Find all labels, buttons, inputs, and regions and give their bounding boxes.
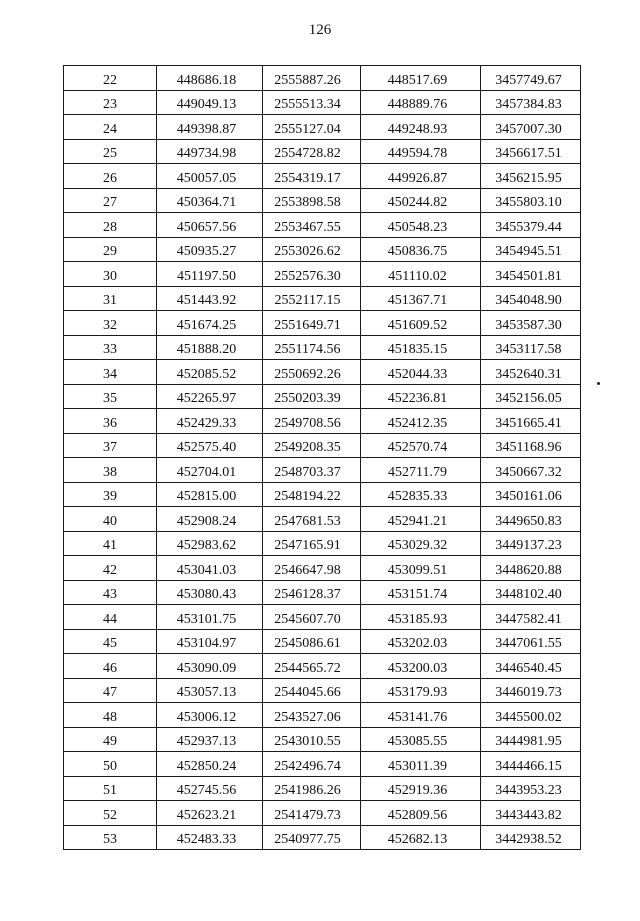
y1-coordinate-cell: 2545607.70 [263, 605, 361, 630]
y2-coordinate-cell: 3453587.30 [481, 311, 581, 336]
x1-coordinate-cell: 453104.97 [157, 629, 263, 654]
table-row [64, 286, 581, 311]
x1-coordinate-cell: 452850.24 [157, 752, 263, 777]
y1-coordinate-cell: 2548194.22 [263, 482, 361, 507]
point-number-cell: 36 [64, 409, 157, 434]
x1-coordinate-cell: 453006.12 [157, 703, 263, 728]
y1-coordinate-cell: 2555887.26 [263, 66, 361, 91]
x2-coordinate-cell: 452570.74 [361, 433, 481, 458]
x1-coordinate-cell: 453041.03 [157, 556, 263, 581]
y2-coordinate-cell: 3443953.23 [481, 776, 581, 801]
y2-coordinate-cell: 3446019.73 [481, 678, 581, 703]
table-row [64, 164, 581, 189]
y2-coordinate-cell: 3451168.96 [481, 433, 581, 458]
y2-coordinate-cell: 3454501.81 [481, 262, 581, 287]
point-number-cell: 26 [64, 164, 157, 189]
y1-coordinate-cell: 2546647.98 [263, 556, 361, 581]
x2-coordinate-cell: 452412.35 [361, 409, 481, 434]
scan-speck [597, 382, 600, 385]
y1-coordinate-cell: 2555513.34 [263, 90, 361, 115]
y2-coordinate-cell: 3444981.95 [481, 727, 581, 752]
page-number: 126 [308, 22, 332, 38]
y2-coordinate-cell: 3450667.32 [481, 458, 581, 483]
x1-coordinate-cell: 449398.87 [157, 115, 263, 140]
table-row [64, 727, 581, 752]
table-row [64, 384, 581, 409]
y2-coordinate-cell: 3455803.10 [481, 188, 581, 213]
y1-coordinate-cell: 2555127.04 [263, 115, 361, 140]
x2-coordinate-cell: 453099.51 [361, 556, 481, 581]
y1-coordinate-cell: 2541986.26 [263, 776, 361, 801]
table-row [64, 580, 581, 605]
x1-coordinate-cell: 450364.71 [157, 188, 263, 213]
coordinates-table-body [64, 66, 581, 850]
point-number-cell: 27 [64, 188, 157, 213]
point-number-cell: 45 [64, 629, 157, 654]
x1-coordinate-cell: 448686.18 [157, 66, 263, 91]
y2-coordinate-cell: 3443443.82 [481, 801, 581, 826]
x1-coordinate-cell: 451443.92 [157, 286, 263, 311]
y1-coordinate-cell: 2553898.58 [263, 188, 361, 213]
y2-coordinate-cell: 3454945.51 [481, 237, 581, 262]
table-row [64, 335, 581, 360]
y1-coordinate-cell: 2550203.39 [263, 384, 361, 409]
y2-coordinate-cell: 3456617.51 [481, 139, 581, 164]
y1-coordinate-cell: 2554728.82 [263, 139, 361, 164]
y2-coordinate-cell: 3449137.23 [481, 531, 581, 556]
point-number-cell: 46 [64, 654, 157, 679]
x2-coordinate-cell: 452236.81 [361, 384, 481, 409]
point-number-cell: 37 [64, 433, 157, 458]
y1-coordinate-cell: 2548703.37 [263, 458, 361, 483]
y2-coordinate-cell: 3454048.90 [481, 286, 581, 311]
y1-coordinate-cell: 2544045.66 [263, 678, 361, 703]
y1-coordinate-cell: 2547165.91 [263, 531, 361, 556]
x2-coordinate-cell: 450548.23 [361, 213, 481, 238]
point-number-cell: 44 [64, 605, 157, 630]
y2-coordinate-cell: 3447582.41 [481, 605, 581, 630]
x2-coordinate-cell: 452044.33 [361, 360, 481, 385]
table-row [64, 360, 581, 385]
point-number-cell: 31 [64, 286, 157, 311]
point-number-cell: 40 [64, 507, 157, 532]
x2-coordinate-cell: 451367.71 [361, 286, 481, 311]
table-row [64, 66, 581, 91]
y2-coordinate-cell: 3449650.83 [481, 507, 581, 532]
x1-coordinate-cell: 452815.00 [157, 482, 263, 507]
table-row [64, 458, 581, 483]
table-row [64, 213, 581, 238]
x1-coordinate-cell: 452483.33 [157, 825, 263, 850]
table-row [64, 482, 581, 507]
x2-coordinate-cell: 452682.13 [361, 825, 481, 850]
y1-coordinate-cell: 2541479.73 [263, 801, 361, 826]
y1-coordinate-cell: 2542496.74 [263, 752, 361, 777]
x2-coordinate-cell: 452941.21 [361, 507, 481, 532]
y1-coordinate-cell: 2553467.55 [263, 213, 361, 238]
y2-coordinate-cell: 3452640.31 [481, 360, 581, 385]
x2-coordinate-cell: 452835.33 [361, 482, 481, 507]
x1-coordinate-cell: 452265.97 [157, 384, 263, 409]
x2-coordinate-cell: 453185.93 [361, 605, 481, 630]
point-number-cell: 42 [64, 556, 157, 581]
x2-coordinate-cell: 452711.79 [361, 458, 481, 483]
x2-coordinate-cell: 448517.69 [361, 66, 481, 91]
point-number-cell: 51 [64, 776, 157, 801]
x1-coordinate-cell: 453090.09 [157, 654, 263, 679]
x2-coordinate-cell: 451110.02 [361, 262, 481, 287]
table-row [64, 507, 581, 532]
point-number-cell: 49 [64, 727, 157, 752]
table-row [64, 654, 581, 679]
y2-coordinate-cell: 3450161.06 [481, 482, 581, 507]
point-number-cell: 34 [64, 360, 157, 385]
table-row [64, 115, 581, 140]
point-number-cell: 53 [64, 825, 157, 850]
x1-coordinate-cell: 450057.05 [157, 164, 263, 189]
y2-coordinate-cell: 3446540.45 [481, 654, 581, 679]
y1-coordinate-cell: 2553026.62 [263, 237, 361, 262]
table-row [64, 703, 581, 728]
point-number-cell: 48 [64, 703, 157, 728]
table-row [64, 556, 581, 581]
y2-coordinate-cell: 3452156.05 [481, 384, 581, 409]
x1-coordinate-cell: 449049.13 [157, 90, 263, 115]
point-number-cell: 23 [64, 90, 157, 115]
x2-coordinate-cell: 453141.76 [361, 703, 481, 728]
table-row [64, 801, 581, 826]
x2-coordinate-cell: 451609.52 [361, 311, 481, 336]
point-number-cell: 33 [64, 335, 157, 360]
x2-coordinate-cell: 453011.39 [361, 752, 481, 777]
x1-coordinate-cell: 451197.50 [157, 262, 263, 287]
x2-coordinate-cell: 453202.03 [361, 629, 481, 654]
table-row [64, 605, 581, 630]
table-row [64, 629, 581, 654]
y1-coordinate-cell: 2552576.30 [263, 262, 361, 287]
table-row [64, 531, 581, 556]
table-row [64, 139, 581, 164]
x2-coordinate-cell: 453085.55 [361, 727, 481, 752]
coordinates-table [63, 65, 581, 850]
y1-coordinate-cell: 2540977.75 [263, 825, 361, 850]
x1-coordinate-cell: 452429.33 [157, 409, 263, 434]
table-row [64, 433, 581, 458]
point-number-cell: 50 [64, 752, 157, 777]
point-number-cell: 29 [64, 237, 157, 262]
point-number-cell: 22 [64, 66, 157, 91]
point-number-cell: 28 [64, 213, 157, 238]
y1-coordinate-cell: 2549208.35 [263, 433, 361, 458]
x2-coordinate-cell: 450836.75 [361, 237, 481, 262]
x2-coordinate-cell: 448889.76 [361, 90, 481, 115]
x1-coordinate-cell: 452085.52 [157, 360, 263, 385]
y1-coordinate-cell: 2544565.72 [263, 654, 361, 679]
y2-coordinate-cell: 3457749.67 [481, 66, 581, 91]
x2-coordinate-cell: 453151.74 [361, 580, 481, 605]
point-number-cell: 32 [64, 311, 157, 336]
x2-coordinate-cell: 452809.56 [361, 801, 481, 826]
y1-coordinate-cell: 2551174.56 [263, 335, 361, 360]
y1-coordinate-cell: 2547681.53 [263, 507, 361, 532]
y2-coordinate-cell: 3453117.58 [481, 335, 581, 360]
table-row [64, 188, 581, 213]
point-number-cell: 30 [64, 262, 157, 287]
x1-coordinate-cell: 453057.13 [157, 678, 263, 703]
y1-coordinate-cell: 2543010.55 [263, 727, 361, 752]
x2-coordinate-cell: 452919.36 [361, 776, 481, 801]
point-number-cell: 47 [64, 678, 157, 703]
y2-coordinate-cell: 3447061.55 [481, 629, 581, 654]
y2-coordinate-cell: 3442938.52 [481, 825, 581, 850]
x2-coordinate-cell: 453029.32 [361, 531, 481, 556]
x2-coordinate-cell: 453200.03 [361, 654, 481, 679]
x2-coordinate-cell: 451835.15 [361, 335, 481, 360]
y2-coordinate-cell: 3444466.15 [481, 752, 581, 777]
point-number-cell: 43 [64, 580, 157, 605]
point-number-cell: 39 [64, 482, 157, 507]
point-number-cell: 52 [64, 801, 157, 826]
table-row [64, 409, 581, 434]
y2-coordinate-cell: 3448102.40 [481, 580, 581, 605]
y1-coordinate-cell: 2543527.06 [263, 703, 361, 728]
x2-coordinate-cell: 449926.87 [361, 164, 481, 189]
y2-coordinate-cell: 3445500.02 [481, 703, 581, 728]
x1-coordinate-cell: 451674.25 [157, 311, 263, 336]
x1-coordinate-cell: 452623.21 [157, 801, 263, 826]
x2-coordinate-cell: 449248.93 [361, 115, 481, 140]
y1-coordinate-cell: 2552117.15 [263, 286, 361, 311]
x1-coordinate-cell: 451888.20 [157, 335, 263, 360]
x1-coordinate-cell: 449734.98 [157, 139, 263, 164]
y2-coordinate-cell: 3457007.30 [481, 115, 581, 140]
table-row [64, 752, 581, 777]
x1-coordinate-cell: 450657.56 [157, 213, 263, 238]
x1-coordinate-cell: 450935.27 [157, 237, 263, 262]
y2-coordinate-cell: 3451665.41 [481, 409, 581, 434]
x2-coordinate-cell: 449594.78 [361, 139, 481, 164]
y2-coordinate-cell: 3448620.88 [481, 556, 581, 581]
table-row [64, 678, 581, 703]
y2-coordinate-cell: 3456215.95 [481, 164, 581, 189]
x1-coordinate-cell: 453101.75 [157, 605, 263, 630]
x1-coordinate-cell: 452937.13 [157, 727, 263, 752]
point-number-cell: 38 [64, 458, 157, 483]
x1-coordinate-cell: 452745.56 [157, 776, 263, 801]
x2-coordinate-cell: 450244.82 [361, 188, 481, 213]
point-number-cell: 35 [64, 384, 157, 409]
y1-coordinate-cell: 2554319.17 [263, 164, 361, 189]
y1-coordinate-cell: 2545086.61 [263, 629, 361, 654]
table-row [64, 825, 581, 850]
point-number-cell: 41 [64, 531, 157, 556]
y1-coordinate-cell: 2546128.37 [263, 580, 361, 605]
y2-coordinate-cell: 3455379.44 [481, 213, 581, 238]
table-row [64, 311, 581, 336]
x2-coordinate-cell: 453179.93 [361, 678, 481, 703]
x1-coordinate-cell: 452908.24 [157, 507, 263, 532]
table-row [64, 776, 581, 801]
x1-coordinate-cell: 452983.62 [157, 531, 263, 556]
y1-coordinate-cell: 2550692.26 [263, 360, 361, 385]
x1-coordinate-cell: 453080.43 [157, 580, 263, 605]
y1-coordinate-cell: 2551649.71 [263, 311, 361, 336]
x1-coordinate-cell: 452575.40 [157, 433, 263, 458]
y2-coordinate-cell: 3457384.83 [481, 90, 581, 115]
y1-coordinate-cell: 2549708.56 [263, 409, 361, 434]
table-row [64, 237, 581, 262]
table-row [64, 262, 581, 287]
table-row [64, 90, 581, 115]
point-number-cell: 25 [64, 139, 157, 164]
x1-coordinate-cell: 452704.01 [157, 458, 263, 483]
point-number-cell: 24 [64, 115, 157, 140]
